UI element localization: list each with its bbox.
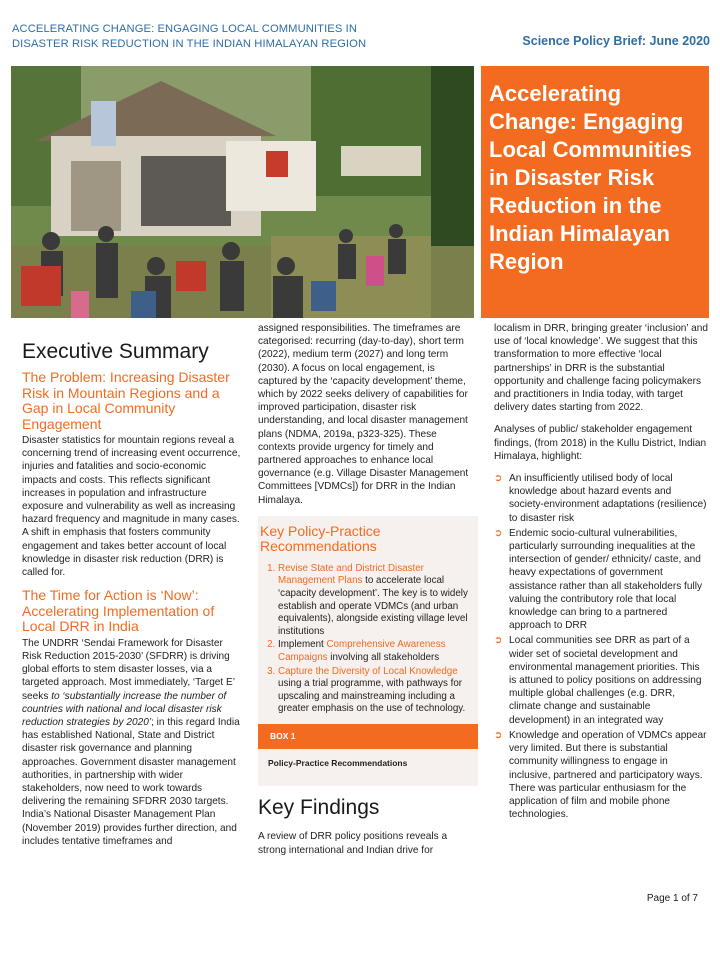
title-banner <box>481 66 709 318</box>
finding-item: ➲ An insufficiently utilised body of local knowledge about hazard events and society-environment adaptations (resilience) to disaster risk <box>494 472 708 525</box>
key-findings-heading: Key Findings <box>258 796 380 820</box>
recommendations-heading: Key Policy-Practice Recommendations <box>260 522 381 555</box>
finding-item: ➲ Knowledge and operation of VDMCs appear very limited. But there is substantial community willingness to engage in inclusive, partnered and participatory ways. There was particular enthusiasm for the application of film and mobile phone technologies. <box>494 729 708 821</box>
findings-list <box>494 472 708 821</box>
finding-item: ➲ Local communities see DRR as part of a wider set of societal development and environmental management priorities. This is attuned to policy positions on addressing multiple global challenges (e.g. DRR, climate change and sustainable development) in an integrated way <box>494 634 708 726</box>
recommendation-prefix: Implement <box>278 639 327 651</box>
key-findings-intro: A review of DRR policy positions reveals a strong international and Indian drive for <box>258 831 448 856</box>
recommendation-text: involving all stakeholders <box>327 652 440 663</box>
target-e-quote: to ‘substantially increase the number of countries with national and local disaster risk reduction strategies by 2020’ <box>22 690 227 728</box>
time-text-part-2: ; in this regard India has established National, State and District disaster risk governance and planning approaches. Government disaster management authorities, in partnership with wider stakeholders, now need to work towards delivering the remaining SFDRR 2030 targets. India’s National Disaster Management Plan (November 2019) provides further direction, and includes tentative timeframes and <box>22 716 240 847</box>
recommendation-item <box>278 666 472 716</box>
recommendation-highlight: Revise State and District Disaster Management Plans <box>278 562 424 587</box>
analyses-paragraph: Analyses of public/ stakeholder engagement findings, (from 2018) in the Kullu District, Indian Himalaya, highlight: <box>494 424 707 462</box>
time-text-part-1: The UNDRR ‘Sendai Framework for Disaster Risk Reduction 2015-2030’ (SFDRR) is driving global efforts to stem disaster losses, via a targeted approach. Most immediately, ‘Target E’ seeks <box>22 637 235 702</box>
document-title: Accelerating Change: Engaging Local Communities in Disaster Risk Reduction in the Indian Himalayan Region <box>489 81 692 274</box>
recommendations-box <box>258 516 478 787</box>
time-for-action-heading: The Time for Action is ‘Now’: Accelerating Implementation of Local DRR in India <box>22 587 215 635</box>
finding-item: ➲ Endemic socio-cultural vulnerabilities, particularly surrounding inequalities at the intersection of gender/ ethnicity/ caste, and heavy expectations of government assistance rather than all stakeholders fully valuing the contributory role that local knowledge can bring to a partnered approach to DRR <box>494 527 708 633</box>
box-caption: Policy-Practice Recommendations <box>258 749 478 780</box>
problem-paragraph: Disaster statistics for mountain regions reveal a concerning trend of increasing event occurrence, injuries and fatalities and socio-economic impacts and costs. This reflects significant increases in population and infrastructure exposure and vulnerability as well as increasing hazard frequency and magnitude in many cases. A shift in emphasis that fosters community engagement and takes better account of local knowledge in disaster risk reduction (DRR) is called for. <box>22 435 241 579</box>
timeframes-paragraph: assigned responsibilities. The timeframes are categorised: recurring (day-to-day), short term (2022), medium term (2027) and long term (2030). A focus on local engagement, is captured by the ‘capacity development’ theme, which by 2022 seeks delivery of capabilities for improved participation, disaster risk understanding, and local disaster management plans (NDMA, 2019a, p323-325). These contexts provide urgency for timely and partnered approaches to enhance local governance (e.g. Village Disaster Management Committees [VDMCs]) for DRR in the Indian Himalaya. <box>258 323 469 506</box>
running-header-title: ACCELERATING CHANGE: ENGAGING LOCAL COMMUNITIES IN DISASTER RISK REDUCTION IN THE INDIAN HIMALAYAN REGION <box>12 23 367 50</box>
page-number: Page 1 of 7 <box>646 893 698 904</box>
recommendation-item <box>278 639 472 664</box>
column-2 <box>258 322 472 866</box>
recommendation-text: using a trial programme, with pathways for upscaling and mainstreaming including a greater emphasis on the use of technology. <box>278 678 466 715</box>
recommendations-list <box>260 563 472 716</box>
localism-paragraph: localism in DRR, bringing greater ‘inclusion’ and use of ‘local knowledge’. We suggest that this transformation to more effective ‘local partnerships’ in DRR is the substantial opportunity and challenge facing policymakers and practitioners in India today, with target delivery dates starting from 2022. <box>494 323 708 414</box>
community-meeting-photo <box>11 66 474 318</box>
executive-summary-heading: Executive Summary <box>22 340 209 363</box>
time-for-action-paragraph <box>22 637 242 848</box>
column-1 <box>22 338 242 857</box>
brief-date-label: Science Policy Brief: June 2020 <box>522 34 710 48</box>
box-label: BOX 1 <box>258 724 478 749</box>
column-3 <box>494 322 708 823</box>
problem-heading: The Problem: Increasing Disaster Risk in Mountain Regions and a Gap in Local Community Engagement <box>22 369 230 432</box>
recommendation-text: to accelerate local ‘capacity development’. The key is to widely establish and operate VDMCs (and urban equivalents), alongside existing village level institutions <box>278 575 468 637</box>
recommendation-highlight: Comprehensive Awareness Campaigns <box>278 639 446 663</box>
recommendation-item <box>278 563 472 639</box>
recommendation-highlight: Capture the Diversity of Local Knowledge <box>278 665 458 677</box>
